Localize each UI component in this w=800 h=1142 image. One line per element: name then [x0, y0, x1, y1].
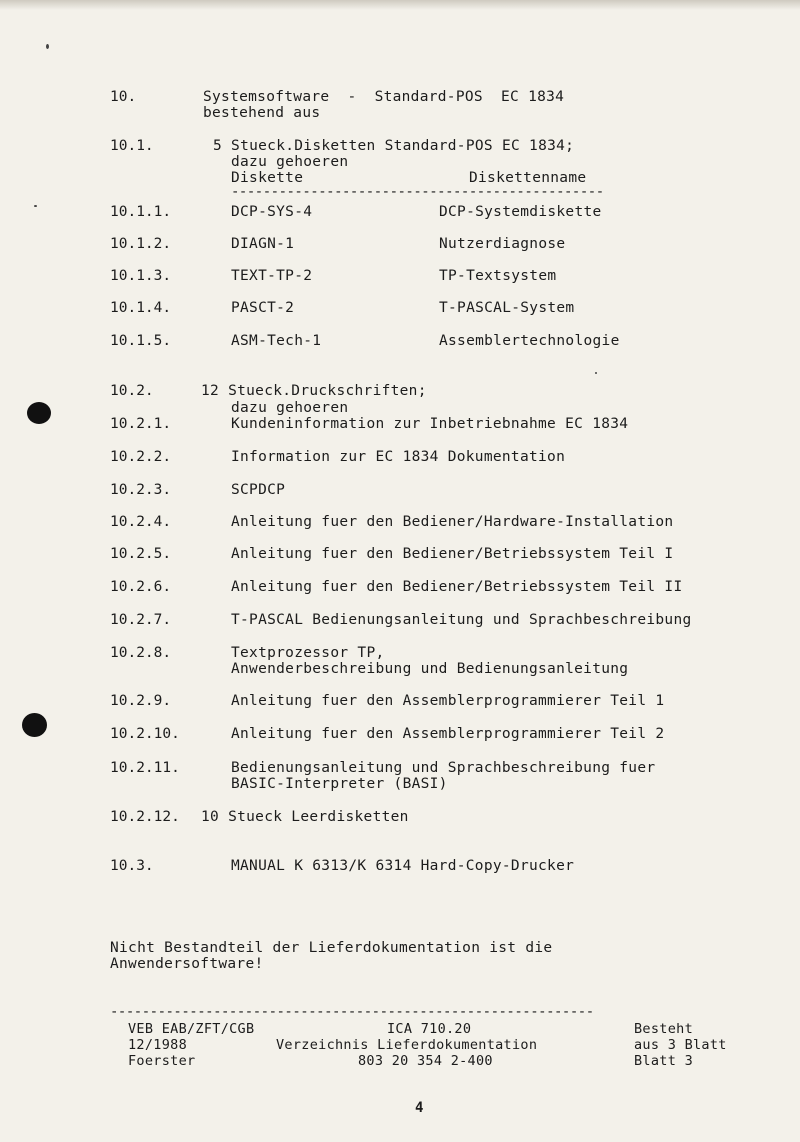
diskette-name: T-PASCAL-System: [439, 300, 575, 316]
section-number: 10.2.: [110, 383, 154, 399]
diskette-name: TP-Textsystem: [439, 268, 557, 284]
item-text: 10 Stueck Leerdisketten: [201, 809, 409, 825]
footer-author: Foerster: [128, 1053, 196, 1069]
section-intro: dazu gehoeren: [231, 400, 349, 416]
section-subtitle: bestehend aus: [203, 105, 321, 121]
footer-doc-number: 803 20 354 2-400: [358, 1053, 493, 1069]
diskette-name: Nutzerdiagnose: [439, 236, 566, 252]
item-number: 10.2.1.: [110, 416, 172, 432]
page-number: 4: [415, 1100, 424, 1116]
diskette-id: DIAGN-1: [231, 236, 295, 252]
row-number: 10.1.4.: [110, 300, 172, 316]
item-number: 10.2.6.: [110, 579, 172, 595]
item-text: SCPDCP: [231, 482, 286, 498]
footer-separator: -------------------------------------------------------------: [110, 1004, 594, 1020]
item-text: Textprozessor TP,: [231, 645, 385, 661]
item-text: Anleitung fuer den Bediener/Betriebssystem Teil II: [231, 579, 683, 595]
punch-hole-bottom: [22, 713, 47, 737]
footer-sheet-number: Blatt 3: [634, 1053, 693, 1069]
item-number: 10.2.7.: [110, 612, 172, 628]
item-text: Anleitung fuer den Assemblerprogrammierer Teil 1: [231, 693, 665, 709]
note-line: Nicht Bestandteil der Lieferdokumentation ist die: [110, 940, 553, 956]
item-text: Bedienungsanleitung und Sprachbeschreibung fuer: [231, 760, 656, 776]
item-number: 10.2.5.: [110, 546, 172, 562]
footer-doc-code: ICA 710.20: [387, 1021, 472, 1037]
column-header-diskette: Diskette: [231, 170, 304, 186]
item-number: 10.2.11.: [110, 760, 180, 776]
item-text: Information zur EC 1834 Dokumentation: [231, 449, 566, 465]
item-number: 10.2.10.: [110, 726, 180, 742]
item-text: Anleitung fuer den Bediener/Hardware-Installation: [231, 514, 674, 530]
footer-sheet-label: Besteht: [634, 1021, 693, 1037]
item-number: 10.2.3.: [110, 482, 172, 498]
item-number: 10.2.4.: [110, 514, 172, 530]
section-title: 5 Stueck.Disketten Standard-POS EC 1834;: [213, 138, 575, 154]
punch-hole-top: [27, 402, 51, 424]
footer-sheet-count: aus 3 Blatt: [634, 1037, 727, 1053]
diskette-id: PASCT-2: [231, 300, 295, 316]
section-intro: dazu gehoeren: [231, 154, 349, 170]
diskette-name: DCP-Systemdiskette: [439, 204, 602, 220]
item-number: 10.2.9.: [110, 693, 172, 709]
section-text: MANUAL K 6313/K 6314 Hard-Copy-Drucker: [231, 858, 575, 874]
section-number: 10.: [110, 89, 137, 105]
item-text: T-PASCAL Bedienungsanleitung und Sprachbeschreibung: [231, 612, 692, 628]
footer-date: 12/1988: [128, 1037, 187, 1053]
diskette-id: ASM-Tech-1: [231, 333, 322, 349]
item-text-continued: BASIC-Interpreter (BASI): [231, 776, 448, 792]
item-number: 10.2.12.: [110, 809, 180, 825]
item-text: Anleitung fuer den Bediener/Betriebssystem Teil I: [231, 546, 674, 562]
item-number: 10.2.2.: [110, 449, 172, 465]
item-text: Kundeninformation zur Inbetriebnahme EC 1834: [231, 416, 629, 432]
diskette-id: TEXT-TP-2: [231, 268, 313, 284]
table-separator: -----------------------------------------------: [231, 184, 604, 200]
item-text: Anleitung fuer den Assemblerprogrammierer Teil 2: [231, 726, 665, 742]
diskette-id: DCP-SYS-4: [231, 204, 313, 220]
column-header-name: Diskettenname: [469, 170, 587, 186]
row-number: 10.1.3.: [110, 268, 172, 284]
row-number: 10.1.5.: [110, 333, 172, 349]
scan-speck: [34, 205, 37, 207]
item-number: 10.2.8.: [110, 645, 172, 661]
item-text-continued: Anwenderbeschreibung und Bedienungsanleitung: [231, 661, 629, 677]
scan-speck: [595, 372, 597, 374]
section-number: 10.1.: [110, 138, 154, 154]
row-number: 10.1.2.: [110, 236, 172, 252]
note-line: Anwendersoftware!: [110, 956, 264, 972]
section-number: 10.3.: [110, 858, 154, 874]
footer-doc-title: Verzeichnis Lieferdokumentation: [276, 1037, 538, 1053]
scan-top-edge: [0, 0, 800, 10]
diskette-name: Assemblertechnologie: [439, 333, 620, 349]
scan-speck: [46, 44, 49, 49]
section-title: Systemsoftware - Standard-POS EC 1834: [203, 89, 565, 105]
footer-org: VEB EAB/ZFT/CGB: [128, 1021, 255, 1037]
section-title: 12 Stueck.Druckschriften;: [201, 383, 427, 399]
row-number: 10.1.1.: [110, 204, 172, 220]
